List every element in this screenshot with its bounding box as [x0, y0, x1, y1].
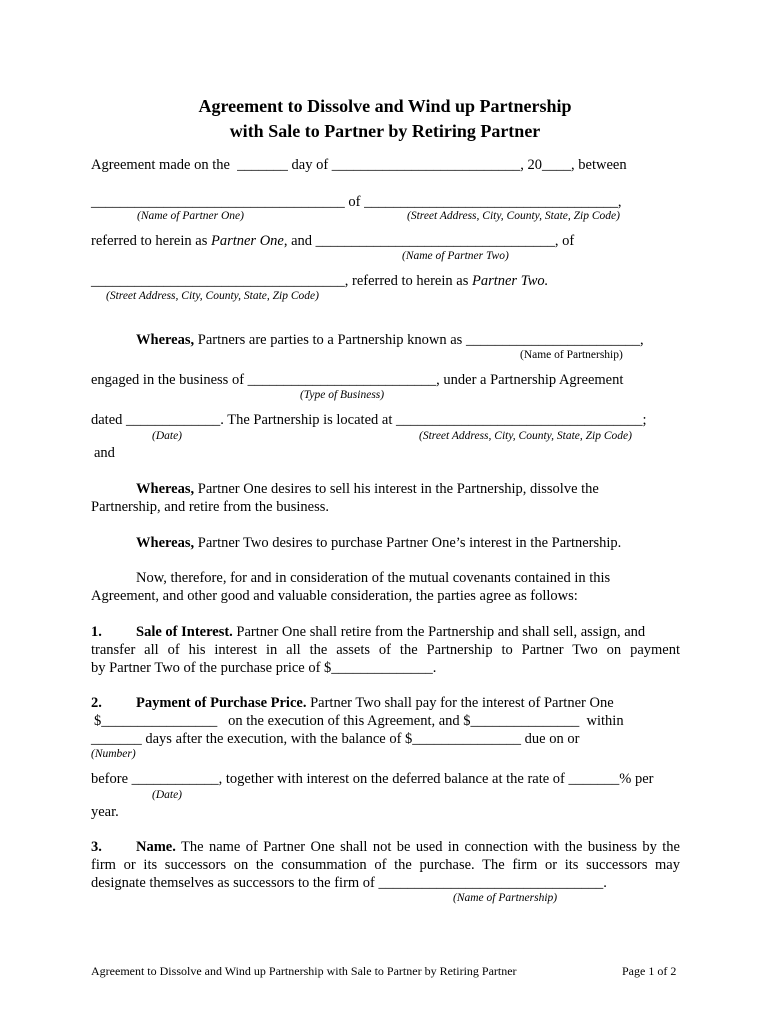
- whereas-label-3: Whereas,: [136, 535, 195, 551]
- partner-two-address-line: [91, 273, 548, 290]
- document-title-line-1: Agreement to Dissolve and Wind up Partnership: [198, 96, 572, 116]
- caption-partner-one-name: (Name of Partner One): [137, 210, 244, 222]
- section-2-number: 2.: [91, 695, 102, 711]
- section-3-line-2: firm or its successors on the consummation of the purchase. The firm or its successors may: [91, 857, 680, 873]
- now-therefore-line-2: Agreement, and other good and valuable consideration, the parties agree as follows:: [91, 588, 578, 604]
- dated-location-line: dated _____________. The Partnership is located at __________________________________;: [91, 412, 647, 428]
- footer-title: Agreement to Dissolve and Wind up Partnership with Sale to Partner by Retiring Partner: [91, 964, 517, 978]
- document-title-line-2: with Sale to Partner by Retiring Partner: [229, 121, 541, 141]
- section-3-line-3: designate themselves as successors to the firm of _______________________________.: [91, 875, 607, 891]
- partner-two-line: [91, 233, 574, 250]
- section-3-text: The name of Partner One shall not be used in connection with the business by the: [175, 839, 680, 855]
- caption-partnership-address: (Street Address, City, County, State, Zip Code): [419, 430, 632, 442]
- partner-one-line: ___________________________________ of ___________________________________,: [91, 194, 622, 210]
- partner-two-term: Partner Two.: [471, 273, 549, 289]
- section-2-heading: Payment of Purchase Price.: [136, 695, 307, 711]
- caption-partner-one-address: (Street Address, City, County, State, Zip Code): [407, 210, 620, 222]
- partner-one-term: Partner One: [210, 233, 284, 249]
- business-line: engaged in the business of __________________________, under a Partnership Agreement: [91, 372, 624, 388]
- section-1-number: 1.: [91, 624, 102, 640]
- whereas-sell-line-2: Partnership, and retire from the business.: [91, 499, 329, 515]
- referred-prefix: referred to herein as: [91, 233, 211, 249]
- caption-partnership-name: (Name of Partnership): [520, 349, 623, 361]
- now-therefore-line-1: Now, therefore, for and in consideration of the mutual covenants contained in this: [136, 570, 611, 586]
- caption-type-of-business: (Type of Business): [300, 389, 385, 401]
- agreement-date-line: Agreement made on the _______ day of __________________________, 20____, between: [91, 157, 627, 173]
- section-2-line-1: [136, 695, 614, 712]
- whereas-purchase-line: [136, 535, 621, 552]
- section-2-line-4: before ____________, together with interest on the deferred balance at the rate of _______% per: [91, 771, 654, 787]
- caption-number: (Number): [91, 748, 136, 760]
- caption-section-3-partnership: (Name of Partnership): [453, 892, 558, 904]
- caption-date: (Date): [152, 430, 183, 442]
- and-connector: and: [94, 445, 115, 461]
- whereas-label-1: Whereas,: [136, 332, 195, 348]
- section-1-line-3: by Partner Two of the purchase price of $______________.: [91, 660, 437, 676]
- whereas-partnership-text: Partners are parties to a Partnership known as ________________________,: [194, 332, 644, 348]
- section-3-heading: Name.: [136, 839, 176, 855]
- caption-partner-two-name: (Name of Partner Two): [402, 250, 509, 262]
- whereas-purchase-text: Partner Two desires to purchase Partner One’s interest in the Partnership.: [194, 535, 622, 551]
- whereas-label-2: Whereas,: [136, 481, 195, 497]
- whereas-sell-line-1: [136, 481, 599, 498]
- section-1-heading: Sale of Interest.: [136, 624, 233, 640]
- whereas-sell-text: Partner One desires to sell his interest in the Partnership, dissolve the: [194, 481, 599, 497]
- section-3-line-1: [136, 839, 680, 856]
- section-3-number: 3.: [91, 839, 102, 855]
- section-2-line-3: _______ days after the execution, with the balance of $_______________ due on or: [91, 731, 580, 747]
- section-2-line-2: $________________ on the execution of this Agreement, and $_______________ within: [94, 713, 624, 729]
- caption-partner-two-address: (Street Address, City, County, State, Zip Code): [106, 290, 319, 302]
- section-1-line-1: [136, 624, 645, 641]
- section-1-line-2: transfer all of his interest in all the assets of the Partnership to Partner Two on payment: [91, 642, 680, 658]
- footer-page-number: Page 1 of 2: [622, 964, 677, 978]
- referred-mid: , and _________________________________, of: [283, 233, 575, 249]
- caption-section-2-date: (Date): [152, 789, 183, 801]
- whereas-partnership-line: [136, 332, 644, 349]
- partner-two-address-blank: ___________________________________, referred to herein as: [91, 273, 472, 289]
- section-2-line-5: year.: [91, 804, 119, 820]
- section-2-text: Partner Two shall pay for the interest of Partner One: [306, 695, 614, 711]
- section-1-text: Partner One shall retire from the Partnership and shall sell, assign, and: [232, 624, 646, 640]
